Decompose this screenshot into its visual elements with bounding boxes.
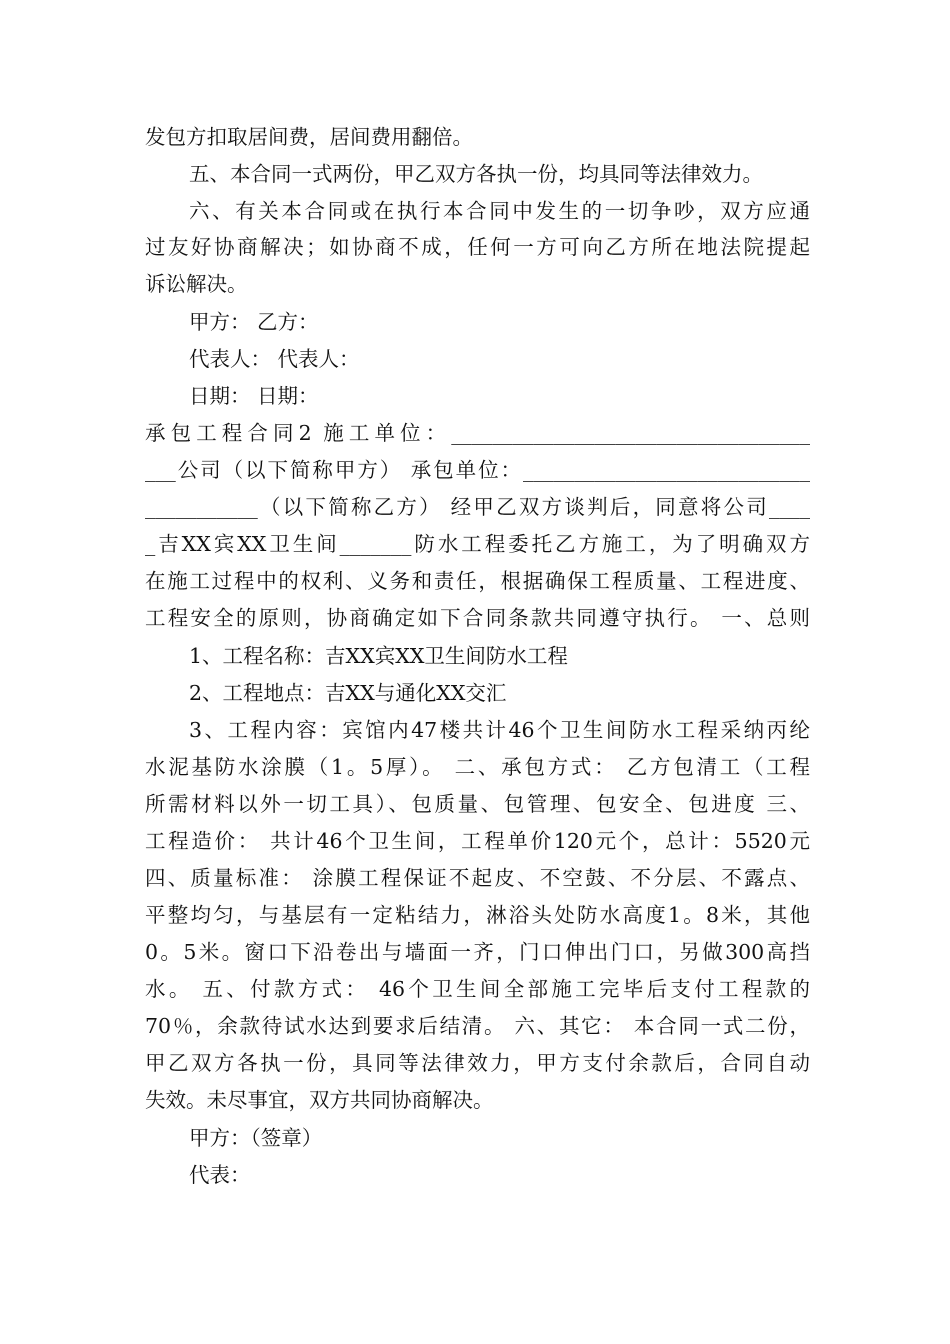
text-line-10: ___公司（以下简称甲方） 承包单位：____________________________ <box>145 458 810 482</box>
signature-party-line: 甲方： 乙方： <box>189 310 319 334</box>
text-line-3: 六、有关本合同或在执行本合同中发生的一切争吵，双方应通 <box>189 199 810 223</box>
text-line-14: 工程安全的原则，协商确定如下合同条款共同遵守执行。 一、总则 <box>145 606 810 630</box>
text-line-11: ___________（以下简称乙方） 经甲乙双方谈判后，同意将公司____ <box>145 495 810 519</box>
text-line-12: _吉XX宾XX卫生间_______防水工程委托乙方施工，为了明确双方 <box>145 532 810 556</box>
text-line-13: 在施工过程中的权利、义务和责任，根据确保工程质量、工程进度、 <box>145 569 810 593</box>
text-line-4: 过友好协商解决；如协商不成，任何一方可向乙方所在地法院提起 <box>145 235 810 259</box>
text-line-26: 甲乙双方各执一份，具同等法律效力，甲方支付余款后，合同自动 <box>145 1051 810 1075</box>
text-line-22: 平整均匀，与基层有一定粘结力，淋浴头处防水高度1。8米，其他 <box>145 903 810 927</box>
text-line-21: 四、质量标准： 涂膜工程保证不起皮、不空鼓、不分层、不露点、 <box>145 866 810 890</box>
signature-date-line: 日期： 日期： <box>189 384 319 408</box>
text-line-20: 工程造价： 共计46个卫生间，工程单价120元个，总计：5520元 <box>145 829 810 853</box>
item-project-content: 3、工程内容：宾馆内47楼共计46个卫生间防水工程采纳丙纶 <box>189 718 810 742</box>
text-line-19: 所需材料以外一切工具）、包质量、包管理、包安全、包进度 三、 <box>145 792 810 816</box>
text-line-24: 水。 五、付款方式： 46个卫生间全部施工完毕后支付工程款的 <box>145 977 810 1001</box>
party-a-seal-line: 甲方：（签章） <box>189 1126 323 1150</box>
contract-title-line: 承包工程合同2 施工单位：___________________________________ <box>145 421 810 445</box>
text-line-18: 水泥基防水涂膜（1。5厚）。 二、承包方式： 乙方包清工（工程 <box>145 755 810 779</box>
text-line-23: 0。5米。窗口下沿卷出与墙面一齐，门口伸出门口，另做300高挡 <box>145 940 810 964</box>
signature-representative-line: 代表人： 代表人： <box>189 347 360 371</box>
representative-line: 代表： <box>189 1163 251 1187</box>
item-project-name: 1、工程名称：吉XX宾XX卫生间防水工程 <box>189 644 568 668</box>
text-line-1: 发包方扣取居间费，居间费用翻倍。 <box>145 125 473 149</box>
text-line-2: 五、本合同一式两份，甲乙双方各执一份，均具同等法律效力。 <box>189 162 763 186</box>
item-project-location: 2、工程地点：吉XX与通化XX交汇 <box>189 681 507 705</box>
text-line-25: 70％，余款待试水达到要求后结清。 六、其它： 本合同一式二份， <box>145 1014 810 1038</box>
text-line-5: 诉讼解决。 <box>145 272 248 296</box>
text-line-27: 失效。未尽事宜，双方共同协商解决。 <box>145 1088 494 1112</box>
